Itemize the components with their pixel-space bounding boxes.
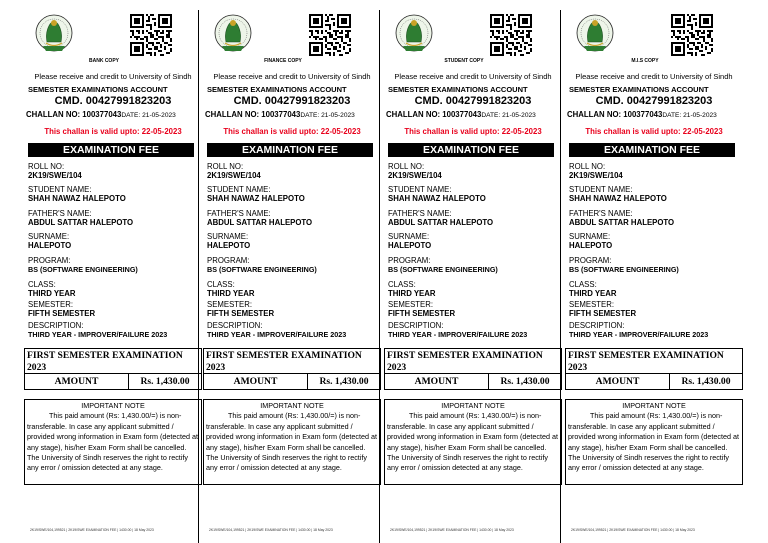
exam-title-box: FIRST SEMESTER EXAMINATION 2023 xyxy=(24,348,202,374)
cmd-number: CMD. 00427991823203 xyxy=(595,95,713,107)
description-field xyxy=(388,321,527,340)
description-label: DESCRIPTION: xyxy=(569,321,625,330)
student-name-field xyxy=(388,185,486,204)
important-note-title: IMPORTANT NOTE xyxy=(81,401,145,410)
roll-no-value: 2K19/SWE/104 xyxy=(388,171,442,180)
surname-field xyxy=(207,232,250,251)
program-value: BS (SOFTWARE ENGINEERING) xyxy=(28,265,138,274)
qr-code-icon xyxy=(309,14,351,56)
class-field xyxy=(28,280,76,299)
semester-label: SEMESTER: xyxy=(569,300,615,309)
description-value: THIRD YEAR - IMPROVER/FAILURE 2023 xyxy=(28,330,168,339)
amount-value: Rs. 1,430.00 xyxy=(500,376,550,387)
important-note-box xyxy=(203,399,381,485)
qr-code-icon xyxy=(671,14,713,56)
important-note-box xyxy=(565,399,743,485)
important-note-title: IMPORTANT NOTE xyxy=(622,401,686,410)
roll-no-field xyxy=(207,162,261,181)
exam-title-box: FIRST SEMESTER EXAMINATION 2023 xyxy=(565,348,743,374)
father-name-label: FATHER'S NAME: xyxy=(388,209,452,218)
important-note-body: This paid amount (Rs: 1,430.00/=) is non-transferable. In case any applicant submitted / provided wrong information in Exam form (detected at any stage), his/her Exam Form shall be cancelled. The University of Sindh reserves the right to rectify any error / omission detected at any stage. xyxy=(27,411,198,473)
program-field xyxy=(569,256,679,275)
surname-label: SURNAME: xyxy=(207,232,249,241)
description-label: DESCRIPTION: xyxy=(28,321,84,330)
university-seal-icon xyxy=(34,12,74,58)
surname-field xyxy=(388,232,431,251)
surname-value: HALEPOTO xyxy=(207,241,251,250)
student-name-label: STUDENT NAME: xyxy=(28,185,92,194)
class-label: CLASS: xyxy=(207,280,235,289)
challan-number xyxy=(567,110,717,119)
class-field xyxy=(388,280,436,299)
important-note-body: This paid amount (Rs: 1,430.00/=) is non-transferable. In case any applicant submitted / provided wrong information in Exam form (detected at any stage), his/her Exam Form shall be cancelled. The University of Sindh reserves the right to rectify any error / omission detected at any stage. xyxy=(568,411,739,473)
student-name-label: STUDENT NAME: xyxy=(207,185,271,194)
roll-no-label: ROLL NO: xyxy=(569,162,606,171)
fee-title-bar: EXAMINATION FEE xyxy=(388,143,554,157)
amount-row xyxy=(24,374,202,390)
surname-value: HALEPOTO xyxy=(569,241,613,250)
receive-credit-text: Please receive and credit to University of Sindh xyxy=(394,72,552,81)
class-value: THIRD YEAR xyxy=(388,289,436,298)
roll-no-field xyxy=(388,162,442,181)
program-value: BS (SOFTWARE ENGINEERING) xyxy=(388,265,498,274)
cmd-number: CMD. 00427991823203 xyxy=(414,95,532,107)
roll-no-field xyxy=(569,162,623,181)
program-field xyxy=(28,256,138,275)
surname-label: SURNAME: xyxy=(569,232,611,241)
cmd-number: CMD. 00427991823203 xyxy=(54,95,172,107)
semester-field xyxy=(28,300,95,319)
program-label: PROGRAM: xyxy=(569,256,612,265)
important-note-body: This paid amount (Rs: 1,430.00/=) is non-transferable. In case any applicant submitted / provided wrong information in Exam form (detected at any stage), his/her Exam Form shall be cancelled. The University of Sindh reserves the right to rectify any error / omission detected at any stage. xyxy=(387,411,558,473)
important-note-title: IMPORTANT NOTE xyxy=(260,401,324,410)
student-name-field xyxy=(569,185,667,204)
program-value: BS (SOFTWARE ENGINEERING) xyxy=(569,265,679,274)
program-label: PROGRAM: xyxy=(388,256,431,265)
description-label: DESCRIPTION: xyxy=(207,321,263,330)
father-name-field xyxy=(28,209,133,228)
semester-field xyxy=(207,300,274,319)
qr-code-icon xyxy=(490,14,532,56)
father-name-label: FATHER'S NAME: xyxy=(28,209,92,218)
class-label: CLASS: xyxy=(569,280,597,289)
account-label: SEMESTER EXAMINATIONS ACCOUNT xyxy=(569,85,709,94)
description-value: THIRD YEAR - IMPROVER/FAILURE 2023 xyxy=(388,330,528,339)
amount-value: Rs. 1,430.00 xyxy=(140,376,190,387)
roll-no-label: ROLL NO: xyxy=(28,162,65,171)
challan-number-text: CHALLAN NO: 100377043 xyxy=(386,110,482,119)
validity-notice: This challan is valid upto: 22-05-2023 xyxy=(585,127,723,136)
receive-credit-text: Please receive and credit to University of Sindh xyxy=(213,72,371,81)
challan-number-text: CHALLAN NO: 100377043 xyxy=(26,110,122,119)
amount-label: AMOUNT xyxy=(25,374,129,389)
description-field xyxy=(28,321,167,340)
student-name-value: SHAH NAWAZ HALEPOTO xyxy=(28,194,126,203)
semester-label: SEMESTER: xyxy=(388,300,434,309)
student-name-field xyxy=(28,185,126,204)
qr-code-icon xyxy=(130,14,172,56)
account-label: SEMESTER EXAMINATIONS ACCOUNT xyxy=(388,85,528,94)
amount-value: Rs. 1,430.00 xyxy=(319,376,369,387)
father-name-label: FATHER'S NAME: xyxy=(569,209,633,218)
important-note-box xyxy=(24,399,202,485)
account-label: SEMESTER EXAMINATIONS ACCOUNT xyxy=(28,85,168,94)
challan-number xyxy=(26,110,176,119)
footer-reference: 2K19/SWE/104,199521 | 2K19/SWE EXAMINATION FEE | 1430.00 | 18 May 2023 xyxy=(390,528,514,532)
exam-title-box: FIRST SEMESTER EXAMINATION 2023 xyxy=(203,348,381,374)
challan-copy xyxy=(24,0,202,543)
student-name-label: STUDENT NAME: xyxy=(569,185,633,194)
semester-value: FIFTH SEMESTER xyxy=(569,309,637,318)
amount-row xyxy=(384,374,562,390)
description-value: THIRD YEAR - IMPROVER/FAILURE 2023 xyxy=(569,330,709,339)
surname-field xyxy=(569,232,612,251)
description-field xyxy=(569,321,708,340)
challan-number-text: CHALLAN NO: 100377043 xyxy=(567,110,663,119)
receive-credit-text: Please receive and credit to University of Sindh xyxy=(34,72,192,81)
program-field xyxy=(388,256,498,275)
fee-title-bar: EXAMINATION FEE xyxy=(28,143,194,157)
program-label: PROGRAM: xyxy=(28,256,71,265)
father-name-value: ABDUL SATTAR HALEPOTO xyxy=(569,218,675,227)
class-field xyxy=(207,280,255,299)
father-name-label: FATHER'S NAME: xyxy=(207,209,271,218)
father-name-value: ABDUL SATTAR HALEPOTO xyxy=(207,218,313,227)
important-note-title: IMPORTANT NOTE xyxy=(441,401,505,410)
copy-type-label: STUDENT COPY xyxy=(444,58,484,64)
surname-value: HALEPOTO xyxy=(388,241,432,250)
challan-number xyxy=(386,110,536,119)
receive-credit-text: Please receive and credit to University of Sindh xyxy=(575,72,733,81)
validity-notice: This challan is valid upto: 22-05-2023 xyxy=(404,127,542,136)
exam-title-box: FIRST SEMESTER EXAMINATION 2023 xyxy=(384,348,562,374)
father-name-value: ABDUL SATTAR HALEPOTO xyxy=(388,218,494,227)
program-field xyxy=(207,256,317,275)
footer-reference: 2K19/SWE/104,199521 | 2K19/SWE EXAMINATION FEE | 1430.00 | 18 May 2023 xyxy=(30,528,154,532)
footer-reference: 2K19/SWE/104,199521 | 2K19/SWE EXAMINATION FEE | 1430.00 | 18 May 2023 xyxy=(571,528,695,532)
semester-label: SEMESTER: xyxy=(28,300,74,309)
student-name-value: SHAH NAWAZ HALEPOTO xyxy=(569,194,667,203)
student-name-label: STUDENT NAME: xyxy=(388,185,452,194)
description-value: THIRD YEAR - IMPROVER/FAILURE 2023 xyxy=(207,330,347,339)
challan-number-text: CHALLAN NO: 100377043 xyxy=(205,110,301,119)
surname-label: SURNAME: xyxy=(28,232,70,241)
amount-label: AMOUNT xyxy=(566,374,670,389)
semester-value: FIFTH SEMESTER xyxy=(28,309,96,318)
fee-title-bar: EXAMINATION FEE xyxy=(207,143,373,157)
challan-date: DATE: 21-05-2023 xyxy=(662,112,717,119)
copy-type-label: BANK COPY xyxy=(88,58,119,64)
father-name-field xyxy=(569,209,674,228)
amount-label: AMOUNT xyxy=(385,374,489,389)
student-name-field xyxy=(207,185,305,204)
class-label: CLASS: xyxy=(28,280,56,289)
amount-row xyxy=(565,374,743,390)
roll-no-value: 2K19/SWE/104 xyxy=(569,171,623,180)
father-name-value: ABDUL SATTAR HALEPOTO xyxy=(28,218,134,227)
challan-date: DATE: 21-05-2023 xyxy=(300,112,355,119)
challan-copy xyxy=(565,0,743,543)
university-seal-icon xyxy=(213,12,253,58)
cmd-number: CMD. 00427991823203 xyxy=(233,95,351,107)
program-value: BS (SOFTWARE ENGINEERING) xyxy=(207,265,317,274)
university-seal-icon xyxy=(394,12,434,58)
class-value: THIRD YEAR xyxy=(28,289,76,298)
account-label: SEMESTER EXAMINATIONS ACCOUNT xyxy=(207,85,347,94)
important-note-body: This paid amount (Rs: 1,430.00/=) is non-transferable. In case any applicant submitted / provided wrong information in Exam form (detected at any stage), his/her Exam Form shall be cancelled. The University of Sindh reserves the right to rectify any error / omission detected at any stage. xyxy=(206,411,377,473)
challan-copy xyxy=(384,0,562,543)
roll-no-value: 2K19/SWE/104 xyxy=(207,171,261,180)
roll-no-field xyxy=(28,162,82,181)
father-name-field xyxy=(207,209,312,228)
copy-type-label: M.I.S COPY xyxy=(631,58,659,64)
important-note-box xyxy=(384,399,562,485)
challan-copy xyxy=(203,0,381,543)
challan-date: DATE: 21-05-2023 xyxy=(481,112,536,119)
university-seal-icon xyxy=(575,12,615,58)
surname-field xyxy=(28,232,71,251)
validity-notice: This challan is valid upto: 22-05-2023 xyxy=(223,127,361,136)
surname-value: HALEPOTO xyxy=(28,241,72,250)
student-name-value: SHAH NAWAZ HALEPOTO xyxy=(388,194,486,203)
copy-type-label: FINANCE COPY xyxy=(264,58,302,64)
semester-field xyxy=(388,300,455,319)
surname-label: SURNAME: xyxy=(388,232,430,241)
roll-no-label: ROLL NO: xyxy=(207,162,244,171)
amount-row xyxy=(203,374,381,390)
semester-value: FIFTH SEMESTER xyxy=(388,309,456,318)
program-label: PROGRAM: xyxy=(207,256,250,265)
class-label: CLASS: xyxy=(388,280,416,289)
class-value: THIRD YEAR xyxy=(569,289,617,298)
challan-number xyxy=(205,110,355,119)
class-value: THIRD YEAR xyxy=(207,289,255,298)
challan-date: DATE: 21-05-2023 xyxy=(121,112,176,119)
description-field xyxy=(207,321,346,340)
validity-notice: This challan is valid upto: 22-05-2023 xyxy=(44,127,182,136)
roll-no-value: 2K19/SWE/104 xyxy=(28,171,82,180)
amount-label: AMOUNT xyxy=(204,374,308,389)
amount-value: Rs. 1,430.00 xyxy=(681,376,731,387)
semester-value: FIFTH SEMESTER xyxy=(207,309,275,318)
student-name-value: SHAH NAWAZ HALEPOTO xyxy=(207,194,305,203)
description-label: DESCRIPTION: xyxy=(388,321,444,330)
fee-title-bar: EXAMINATION FEE xyxy=(569,143,735,157)
semester-field xyxy=(569,300,636,319)
class-field xyxy=(569,280,617,299)
roll-no-label: ROLL NO: xyxy=(388,162,425,171)
semester-label: SEMESTER: xyxy=(207,300,253,309)
footer-reference: 2K19/SWE/104,199521 | 2K19/SWE EXAMINATION FEE | 1430.00 | 18 May 2023 xyxy=(209,528,333,532)
father-name-field xyxy=(388,209,493,228)
